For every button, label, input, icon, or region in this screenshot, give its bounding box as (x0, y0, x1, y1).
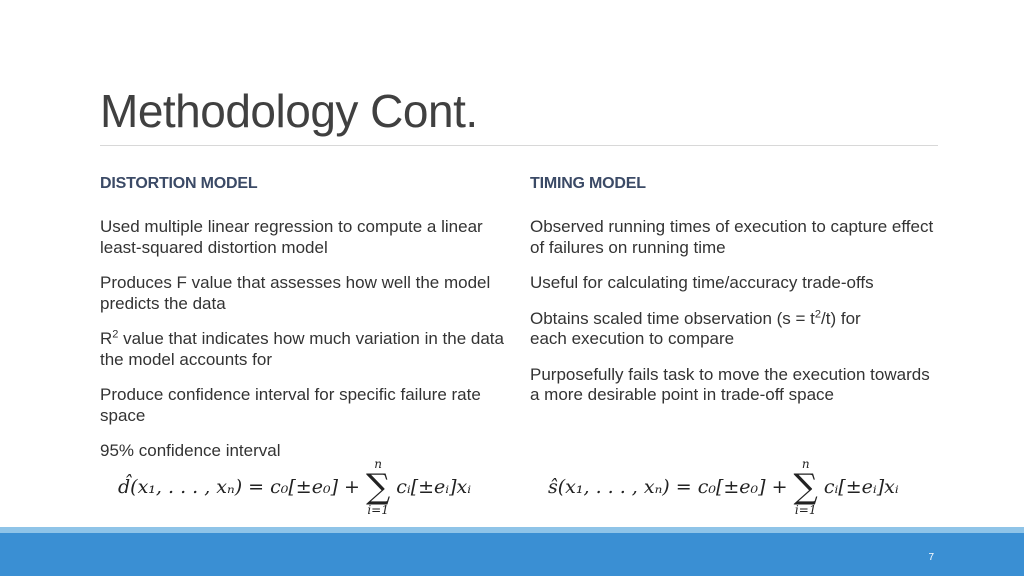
bullet-item: Used multiple linear regression to compute a linear least-squared distortion model (100, 217, 483, 257)
sum-lower-limit: i=1 (794, 503, 817, 517)
bullet-item: Produces F value that assesses how well the model predicts the data (100, 273, 491, 313)
summation (366, 458, 390, 516)
r-text: value that indicates how much variation in the data the model accounts for (100, 329, 504, 369)
bullet-item: Purposefully fails task to move the execution towards a more desirable point in trade-off space (530, 364, 930, 404)
sum-upper-limit: n (801, 457, 810, 471)
bullet-item: Useful for calculating time/accuracy trade-offs (530, 273, 874, 292)
page-number: 7 (928, 552, 934, 563)
bullet-item (530, 309, 940, 350)
summation (794, 458, 818, 516)
slide-title: Methodology Cont. (100, 85, 478, 137)
scaled-prefix: Obtains scaled time observation (s = t (530, 308, 815, 328)
distortion-model-column (100, 175, 510, 477)
r-exponent: 2 (112, 328, 119, 341)
timing-model-heading: TIMING MODEL (530, 175, 646, 192)
sigma-symbol: ∑ (793, 467, 818, 507)
bullet-item: Observed running times of execution to capture effect of failures on running time (530, 217, 934, 257)
scaled-exponent: 2 (814, 307, 822, 320)
timing-formula (548, 458, 899, 516)
formula-rhs: cᵢ[±eᵢ]xᵢ (396, 476, 472, 498)
title-divider (100, 145, 938, 146)
timing-model-bullets (530, 217, 940, 406)
distortion-model-heading: DISTORTION MODEL (100, 175, 258, 192)
scaled-suffix: /t) for (821, 308, 861, 328)
distortion-model-bullets (100, 217, 510, 462)
sum-upper-limit: n (374, 457, 382, 471)
r-symbol: R (100, 329, 113, 348)
bullet-item: 95% confidence interval (100, 441, 281, 460)
formula-rhs: cᵢ[±eᵢ]xᵢ (823, 476, 899, 498)
distortion-formula (118, 458, 471, 516)
bullet-item: Produce confidence interval for specific failure rate space (100, 385, 481, 425)
sigma-symbol: ∑ (365, 467, 391, 507)
formula-lhs: ŝ(x₁, . . . , xₙ) = c₀[±e₀] + (548, 476, 788, 498)
timing-model-column (530, 175, 940, 421)
formula-lhs: d̂(x₁, . . . , xₙ) = c₀[±e₀] + (118, 476, 360, 498)
footer-bar (0, 533, 1024, 576)
scaled-continuation: each execution to compare (530, 329, 735, 348)
bullet-item (100, 329, 510, 370)
sum-lower-limit: i=1 (367, 503, 389, 517)
